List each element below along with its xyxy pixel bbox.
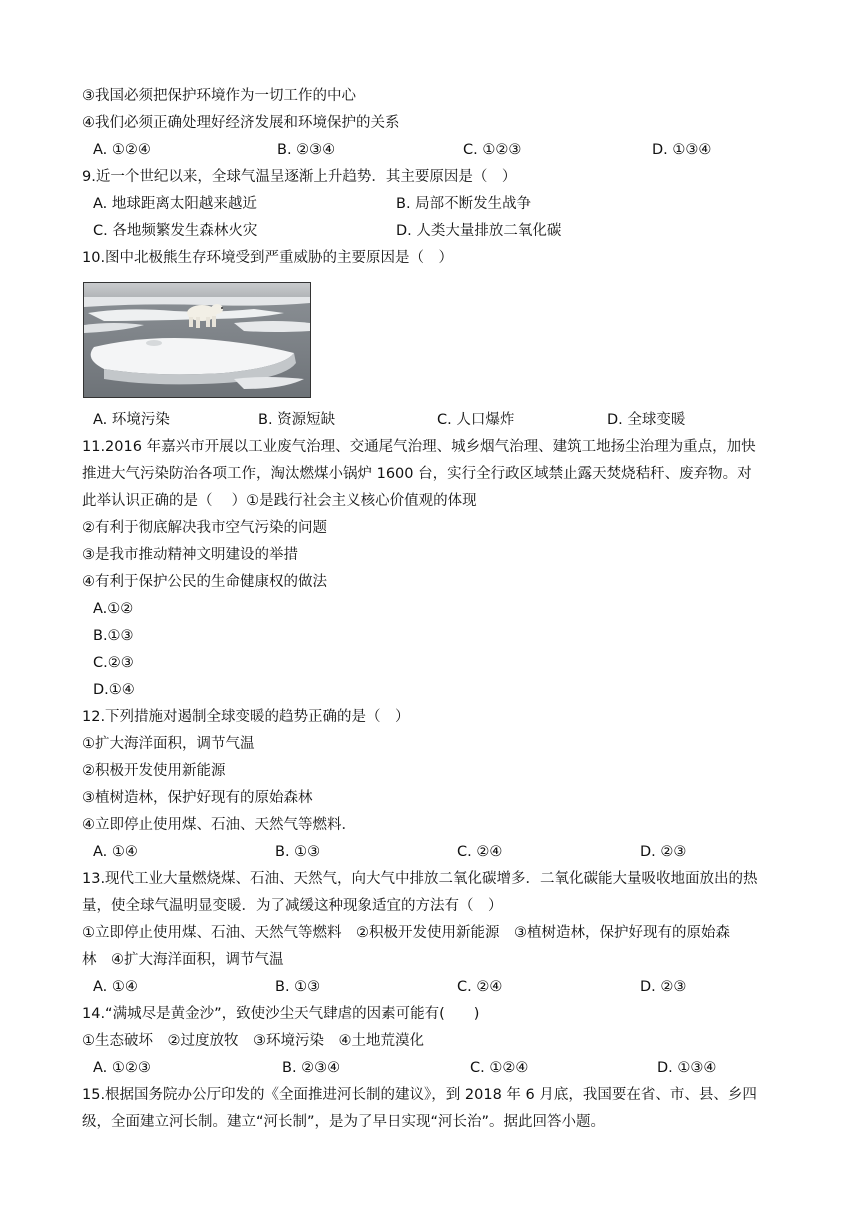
q12-option-c: C. ②④ xyxy=(457,844,503,860)
q9-option-c: C. 各地频繁发生森林火灾 xyxy=(93,223,258,239)
q12-statement-4: ④立即停止使用煤、石油、天然气等燃料． xyxy=(82,817,356,833)
q14-stem: 14.“满城尽是黄金沙”，致使沙尘天气肆虐的因素可能有( ) xyxy=(82,1006,480,1022)
q13-option-c: C. ②④ xyxy=(457,979,503,995)
q10-option-d: D. 全球变暖 xyxy=(607,412,686,428)
q13-option-b: B. ①③ xyxy=(275,979,321,995)
q12-stem: 12.下列措施对遏制全球变暖的趋势正确的是（ ） xyxy=(82,709,410,725)
q8-option-c: C. ①②③ xyxy=(463,142,522,158)
q13-statements-line-1: ①立即停止使用煤、石油、天然气等燃料 ②积极开发使用新能源 ③植树造林，保护好现有的原始森 xyxy=(82,925,730,941)
q10-option-c: C. 人口爆炸 xyxy=(437,412,515,428)
q11-option-a: A.①② xyxy=(93,601,134,617)
q14-statements: ①生态破坏 ②过度放牧 ③环境污染 ④土地荒漠化 xyxy=(82,1033,424,1049)
q12-option-b: B. ①③ xyxy=(275,844,321,860)
q10-stem: 10.图中北极熊生存环境受到严重威胁的主要原因是（ ） xyxy=(82,250,454,266)
q12-option-a: A. ①④ xyxy=(93,844,138,860)
q8-statement-4: ④我们必须正确处理好经济发展和环境保护的关系 xyxy=(82,115,400,131)
q11-stem-line-2: 推进大气污染防治各项工作，淘汰燃煤小锅炉 1600 台，实行全行政区域禁止露天焚烧秸秆、废弃物。对 xyxy=(82,466,752,482)
q14-option-c: C. ①②④ xyxy=(470,1060,529,1076)
q9-option-a: A. 地球距离太阳越来越近 xyxy=(93,196,257,212)
q8-option-b: B. ②③④ xyxy=(277,142,336,158)
q8-option-a: A. ①②④ xyxy=(93,142,151,158)
q14-option-d: D. ①③④ xyxy=(657,1060,717,1076)
q11-statement-3: ③是我市推动精神文明建设的举措 xyxy=(82,547,298,563)
q11-option-b: B.①③ xyxy=(93,628,134,644)
polar-bear-photo xyxy=(83,282,311,398)
q9-stem: 9.近一个世纪以来，全球气温呈逐渐上升趋势．其主要原因是（ ） xyxy=(82,169,517,185)
q9-option-d: D. 人类大量排放二氧化碳 xyxy=(396,223,562,239)
q10-option-a: A. 环境污染 xyxy=(93,412,170,428)
q12-statement-2: ②积极开发使用新能源 xyxy=(82,763,226,779)
q15-stem-line-2: 级，全面建立河长制。建立“河长制”，是为了早日实现“河长治”。据此回答小题。 xyxy=(82,1114,606,1130)
q11-statement-2: ②有利于彻底解决我市空气污染的问题 xyxy=(82,520,327,536)
q13-statements-line-2: 林 ④扩大海洋面积，调节气温 xyxy=(82,952,284,968)
q15-stem-line-1: 15.根据国务院办公厅印发的《全面推进河长制的建议》，到 2018 年 6 月底，我国要在省、市、县、乡四 xyxy=(82,1087,757,1103)
q11-option-c: C.②③ xyxy=(93,655,134,671)
q8-option-d: D. ①③④ xyxy=(652,142,712,158)
q11-statement-4: ④有利于保护公民的生命健康权的做法 xyxy=(82,574,327,590)
q11-stem-line-1: 11.2016 年嘉兴市开展以工业废气治理、交通尾气治理、城乡烟气治理、建筑工地扬尘治理为重点，加快 xyxy=(82,439,756,455)
q14-option-b: B. ②③④ xyxy=(282,1060,341,1076)
q11-stem-line-3: 此举认识正确的是（ ）①是践行社会主义核心价值观的体现 xyxy=(82,493,477,509)
q12-statement-3: ③植树造林，保护好现有的原始森林 xyxy=(82,790,313,806)
q13-option-d: D. ②③ xyxy=(640,979,687,995)
q14-option-a: A. ①②③ xyxy=(93,1060,151,1076)
q12-statement-1: ①扩大海洋面积，调节气温 xyxy=(82,736,255,752)
q13-stem-line-1: 13.现代工业大量燃烧煤、石油、天然气，向大气中排放二氧化碳增多．二氧化碳能大量吸收地面放出的热 xyxy=(82,871,758,887)
q10-option-b: B. 资源短缺 xyxy=(258,412,336,428)
q13-stem-line-2: 量，使全球气温明显变暖．为了减缓这种现象适宜的方法有（ ） xyxy=(82,898,503,914)
q12-option-d: D. ②③ xyxy=(640,844,687,860)
q8-statement-3: ③我国必须把保护环境作为一切工作的中心 xyxy=(82,88,356,104)
q11-option-d: D.①④ xyxy=(93,682,135,698)
q13-option-a: A. ①④ xyxy=(93,979,138,995)
q9-option-b: B. 局部不断发生战争 xyxy=(396,196,532,212)
